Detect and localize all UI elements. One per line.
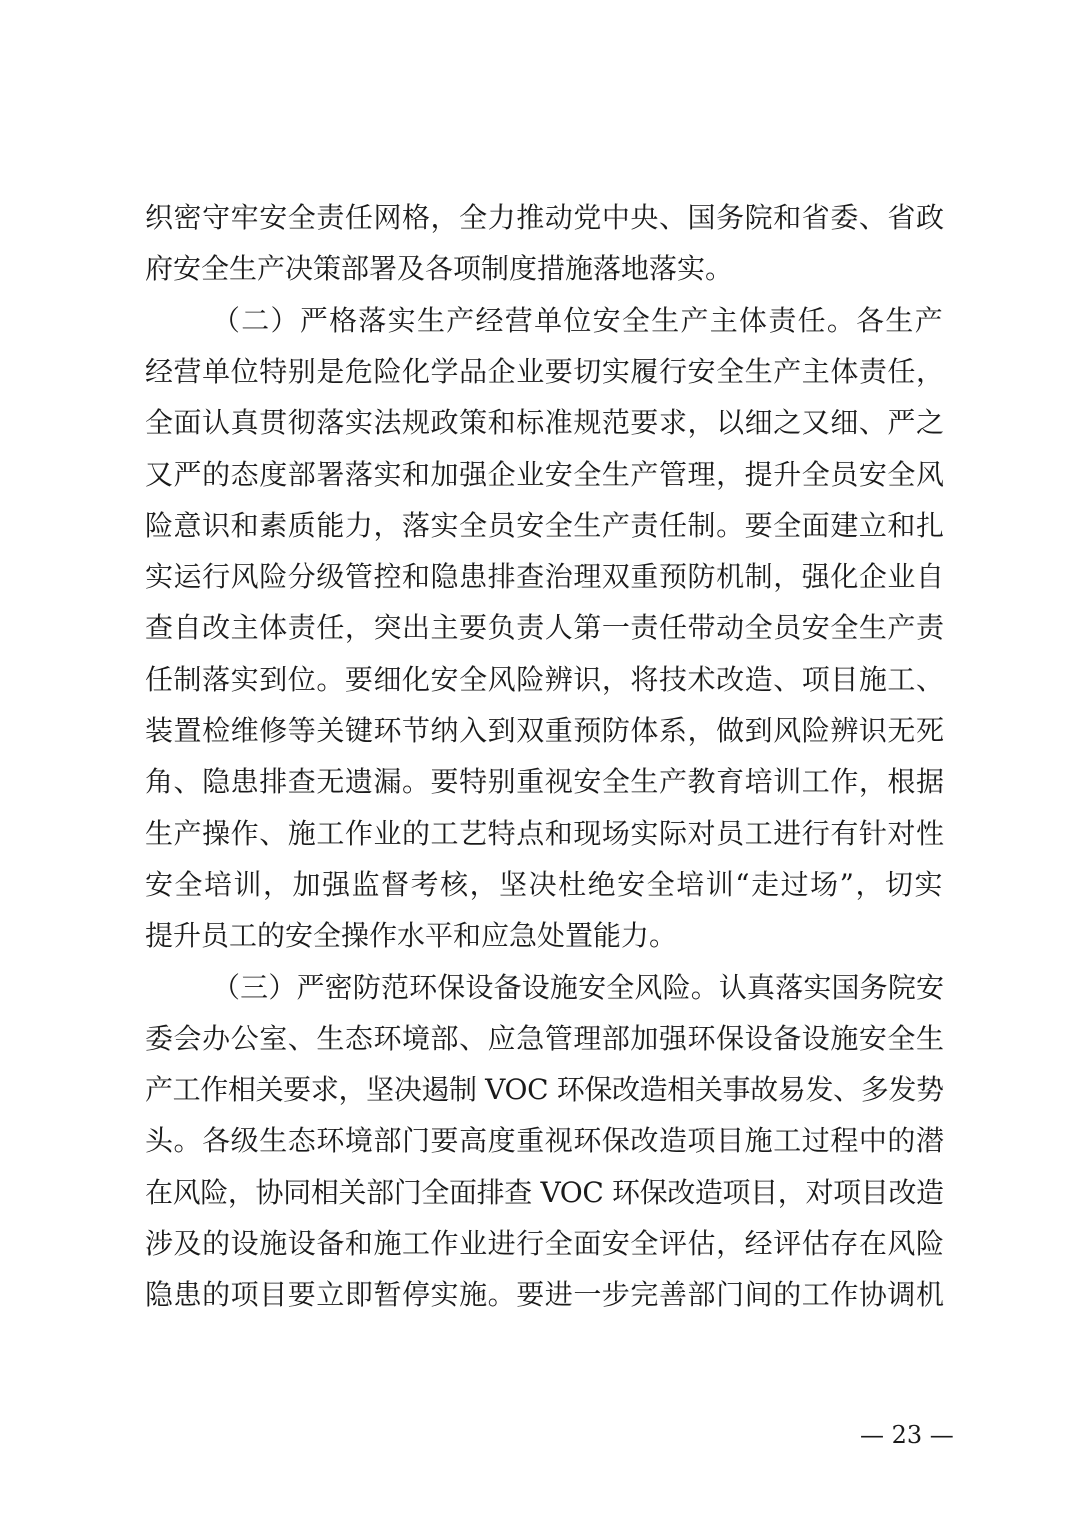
text-line bbox=[0, 1064, 1080, 1116]
text-line-content: 委会办公室、生态环境部、应急管理部加强环保设备设施安全生 bbox=[145, 1021, 945, 1055]
text-line bbox=[0, 1115, 1080, 1167]
text-line bbox=[0, 192, 1080, 244]
text-line bbox=[0, 756, 1080, 808]
text-line-content: （二）严格落实生产经营单位安全生产主体责任。各生产 bbox=[212, 303, 944, 337]
text-line bbox=[0, 654, 1080, 706]
text-line-content: 经营单位特别是危险化学品企业要切实履行安全生产主体责任， bbox=[145, 354, 945, 388]
text-line bbox=[0, 705, 1080, 757]
page-number: — 23 — bbox=[860, 1421, 954, 1449]
text-line-content: 涉及的设施设备和施工作业进行全面安全评估，经评估存在风险 bbox=[145, 1227, 945, 1260]
text-line bbox=[0, 808, 1080, 860]
text-line-content: 实运行风险分级管控和隐患排查治理双重预防机制，强化企业自 bbox=[145, 560, 945, 594]
text-line-content: 又严的态度部署落实和加强企业安全生产管理，提升全员安全风 bbox=[145, 457, 945, 491]
text-line-content: 头。各级生态环境部门要高度重视环保改造项目施工过程中的潜 bbox=[145, 1124, 945, 1158]
text-line bbox=[0, 602, 1080, 654]
text-line bbox=[0, 500, 1080, 552]
text-line-content: 府安全生产决策部署及各项制度措施落地落实。 bbox=[145, 252, 734, 286]
text-line bbox=[0, 397, 1080, 449]
text-line bbox=[0, 1167, 1080, 1219]
text-line-content: 在风险，协同相关部门全面排查 VOC 环保改造项目，对项目改造 bbox=[145, 1175, 944, 1209]
text-line-content: 全面认真贯彻落实法规政策和标准规范要求，以细之又细、严之 bbox=[145, 406, 945, 440]
text-line bbox=[0, 449, 1080, 501]
text-line-content: 查自改主体责任，突出主要负责人第一责任带动全员安全生产责 bbox=[145, 611, 945, 645]
text-line bbox=[0, 1013, 1080, 1065]
text-line-content: 任制落实到位。要细化安全风险辨识，将技术改造、项目施工、 bbox=[145, 662, 945, 696]
text-line bbox=[0, 1218, 1080, 1270]
text-line bbox=[0, 243, 1080, 295]
text-line bbox=[0, 346, 1080, 398]
text-line-content: 织密守牢安全责任网格，全力推动党中央、国务院和省委、省政 bbox=[145, 201, 945, 234]
text-line bbox=[0, 962, 1080, 1014]
text-line-content: 提升员工的安全操作水平和应急处置能力。 bbox=[145, 919, 678, 953]
text-line bbox=[0, 1269, 1080, 1321]
text-line bbox=[0, 910, 1080, 962]
text-line bbox=[0, 551, 1080, 603]
text-line bbox=[0, 295, 1080, 347]
text-line-content: 隐患的项目要立即暂停实施。要进一步完善部门间的工作协调机 bbox=[145, 1278, 945, 1312]
text-line-content: 角、隐患排查无遗漏。要特别重视安全生产教育培训工作，根据 bbox=[145, 765, 945, 799]
text-line bbox=[0, 859, 1080, 911]
text-line-content: 生产操作、施工作业的工艺特点和现场实际对员工进行有针对性 bbox=[145, 816, 945, 850]
text-line-content: 险意识和素质能力，落实全员安全生产责任制。要全面建立和扎 bbox=[145, 508, 945, 542]
text-line-content: 安全培训，加强监督考核，坚决杜绝安全培训“走过场”，切实 bbox=[145, 867, 944, 901]
text-line-content: 装置检维修等关键环节纳入到双重预防体系，做到风险辨识无死 bbox=[145, 714, 945, 747]
text-line-content: （三）严密防范环保设备设施安全风险。认真落实国务院安 bbox=[212, 970, 945, 1004]
text-line-content: 产工作相关要求，坚决遏制 VOC 环保改造相关事故易发、多发势 bbox=[145, 1073, 944, 1107]
